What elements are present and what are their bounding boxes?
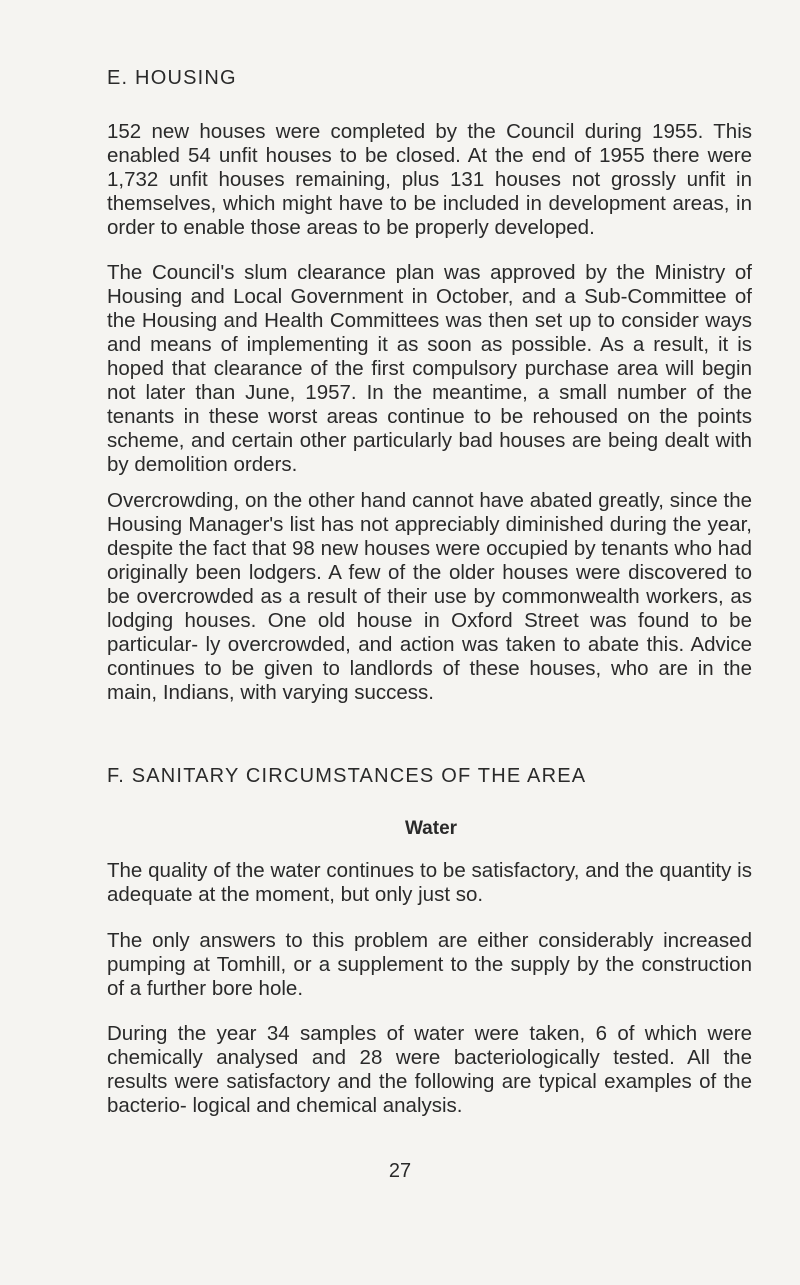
- subheading-water: Water: [404, 818, 458, 839]
- page-number: 27: [388, 1160, 412, 1182]
- paragraph-overcrowding: Overcrowding, on the other hand cannot have abated greatly, since the Housing Manager's list has not appreciably diminished during the year, despite the fact that 98 new houses were occupied by tenants who had originally been lodgers. A few of the older houses were discovered to be overcrowded as a result of their use by commonwealth workers, as lodging houses. One old house in Oxford Street was found to be particular- ly overcrowded, and action was taken to abate this. Advice continues to be given to landlords of these houses, who are in the main, Indians, with varying success.: [107, 489, 752, 704]
- paragraph-new-houses: 152 new houses were completed by the Council during 1955. This enabled 54 unfit houses to be closed. At the end of 1955 there were 1,732 unfit houses remaining, plus 131 houses not grossly unfit in themselves, which might have to be included in development areas, in order to enable those areas to be properly developed.: [107, 120, 752, 239]
- paragraph-slum-clearance: The Council's slum clearance plan was approved by the Ministry of Housing and Local Government in October, and a Sub-Committee of the Housing and Health Committees was then set up to consider ways and means of implementing it as soon as possible. As a result, it is hoped that clearance of the first compulsory purchase area will begin not later than June, 1957. In the meantime, a small number of the tenants in these worst areas continue to be rehoused on the points scheme, and certain other particularly bad houses are being dealt with by demolition orders.: [107, 261, 752, 476]
- section-heading-sanitary: F. SANITARY CIRCUMSTANCES OF THE AREA: [107, 765, 587, 787]
- section-heading-housing: E. HOUSING: [107, 67, 237, 89]
- paragraph-water-quality: The quality of the water continues to be satisfactory, and the quantity is adequate at the moment, but only just so.: [107, 859, 752, 906]
- paragraph-water-samples: During the year 34 samples of water were taken, 6 of which were chemically analysed and 28 were bacteriologically tested. All the results were satisfactory and the following are typical examples of the bacterio- logical and chemical analysis.: [107, 1022, 752, 1117]
- paragraph-water-supply: The only answers to this problem are either considerably increased pumping at Tomhill, or a supplement to the supply by the construction of a further bore hole.: [107, 929, 752, 1000]
